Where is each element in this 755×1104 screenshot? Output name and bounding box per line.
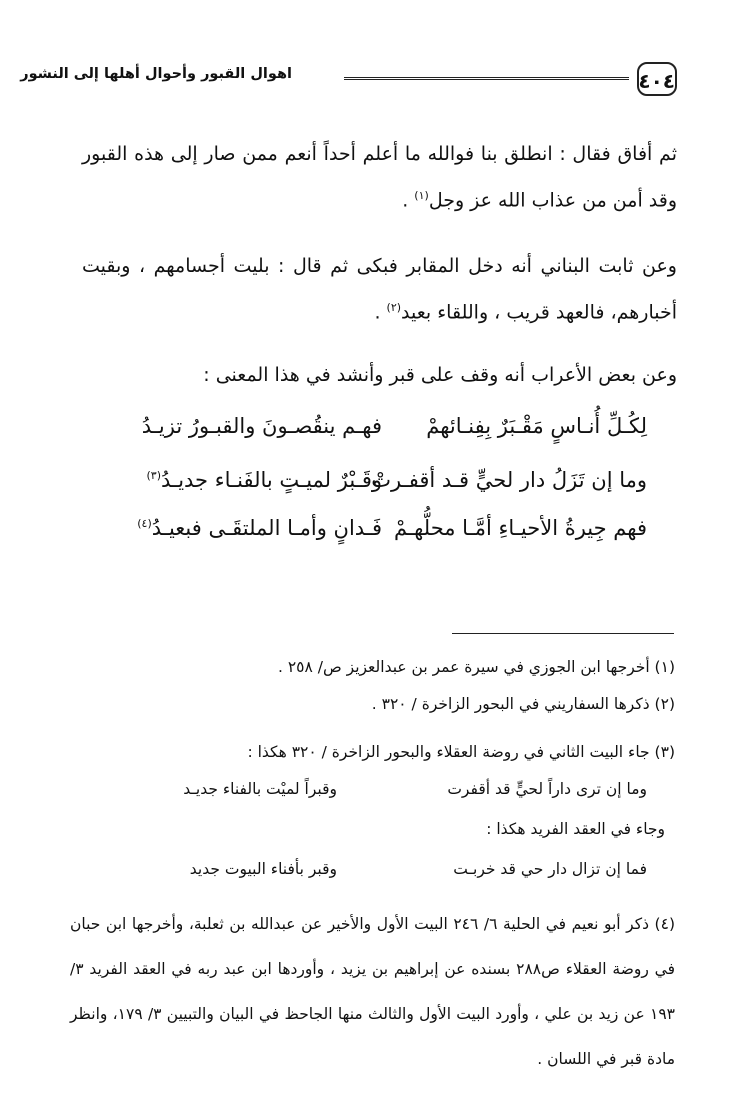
page-number: ٤٠٤ bbox=[637, 62, 677, 96]
paragraph-1 bbox=[82, 133, 677, 221]
running-title: اهوال القبور وأحوال أهلها إلى النشور bbox=[20, 66, 292, 82]
paragraph-1-end: . bbox=[402, 189, 415, 212]
poem-line-3-second bbox=[82, 516, 382, 540]
poem-line-1-second-text: فهـم ينقُصـونَ والقبـورُ تزيـدُ bbox=[141, 414, 382, 438]
poem-line-2-second-text: وقَـبْرٌ لميـتٍ بالفَنـاء جديـدُ bbox=[161, 468, 382, 492]
footnote-3-verse-1-first: وما إن ترى داراً لحيٍّ قد أقفرت bbox=[447, 780, 647, 798]
poem-line-3-first: فهم جِيرةُ الأحيـاءِ أمَّـا محلُّهـمْ bbox=[393, 516, 647, 540]
poem-line-2-first: وما إن تَزَلُ دار لحيٍّ قـد أقفـرتْ bbox=[371, 468, 647, 492]
footnote-ref-3: (٣) bbox=[146, 469, 162, 482]
footnote-ref-2: (٢) bbox=[386, 301, 402, 314]
page-header bbox=[20, 62, 677, 96]
poem-line-1-second bbox=[82, 414, 382, 438]
header-rule bbox=[344, 77, 629, 80]
footnote-4: (٤) ذكر أبو نعيم في الحلية ٦/ ٢٤٦ البيت الأول والأخير عن عبدالله بن ثعلبة، وأخرجها ابن حبان في روضة العقلاء ص٢٨٨ بسنده عن إبراهيم بن يزيد ، وأوردها ابن عبد ربه في العقد الفريد ٣/ ١٩٣ عن زيد بن علي ، وأورد البيت الأول والثالث منها الجاحظ في البيان والتبيين ٣/ ١٧٩، وانظر مادة قبر في اللسان . bbox=[70, 915, 675, 1068]
paragraph-2 bbox=[82, 245, 677, 333]
paragraph-3: وعن بعض الأعراب أنه وقف على قبر وأنشد في هذا المعنى : bbox=[203, 364, 677, 386]
poem-line-1-first: لِكُـلِّ أُنـاسٍ مَقْـبَرٌ بِفِنـائهمْ bbox=[426, 414, 647, 438]
footnote-3: (٣) جاء البيت الثاني في روضة العقلاء والبحور الزاخرة / ٣٢٠ هكذا : bbox=[247, 743, 675, 761]
poem-line-2-second bbox=[82, 468, 382, 492]
footnote-ref-4: (٤) bbox=[137, 517, 152, 530]
footnote-2: (٢) ذكرها السفاريني في البحور الزاخرة / ٣٢٠ . bbox=[371, 695, 675, 713]
footnote-1: (١) أخرجها ابن الجوزي في سيرة عمر بن عبدالعزيز ص/ ٢٥٨ . bbox=[277, 658, 675, 676]
paragraph-2-end: . bbox=[374, 301, 387, 324]
footnote-separator bbox=[452, 633, 674, 634]
paragraph-2-text: وعن ثابت البناني أنه دخل المقابر فبكى ثم قال : بليت أجسامهم ، وبقيت أخبارهم، فالعهد قريب ، واللقاء بعيد bbox=[82, 255, 677, 324]
poem-line-3-second-text: فَـدانٍ وأمـا الملتقَـى فبعيـدُ bbox=[151, 516, 382, 540]
footnote-3-line-2: وجاء في العقد الفريد هكذا : bbox=[486, 820, 665, 838]
footnote-3-verse-1-second: وقبراً لميْت بالفناء جديـد bbox=[183, 780, 337, 798]
paragraph-1-text: ثم أفاق فقال : انطلق بنا فوالله ما أعلم أحداً أنعم ممن صار إلى هذه القبور وقد أمن من عذاب الله عز وجل bbox=[82, 143, 677, 212]
footnote-3-verse-2-first: فما إن تزال دار حي قد خربـت bbox=[453, 860, 647, 878]
footnote-3-verse-2-second: وقبر بأفناء البيوت جديد bbox=[189, 860, 337, 878]
footnote-ref-1: (١) bbox=[414, 189, 429, 202]
